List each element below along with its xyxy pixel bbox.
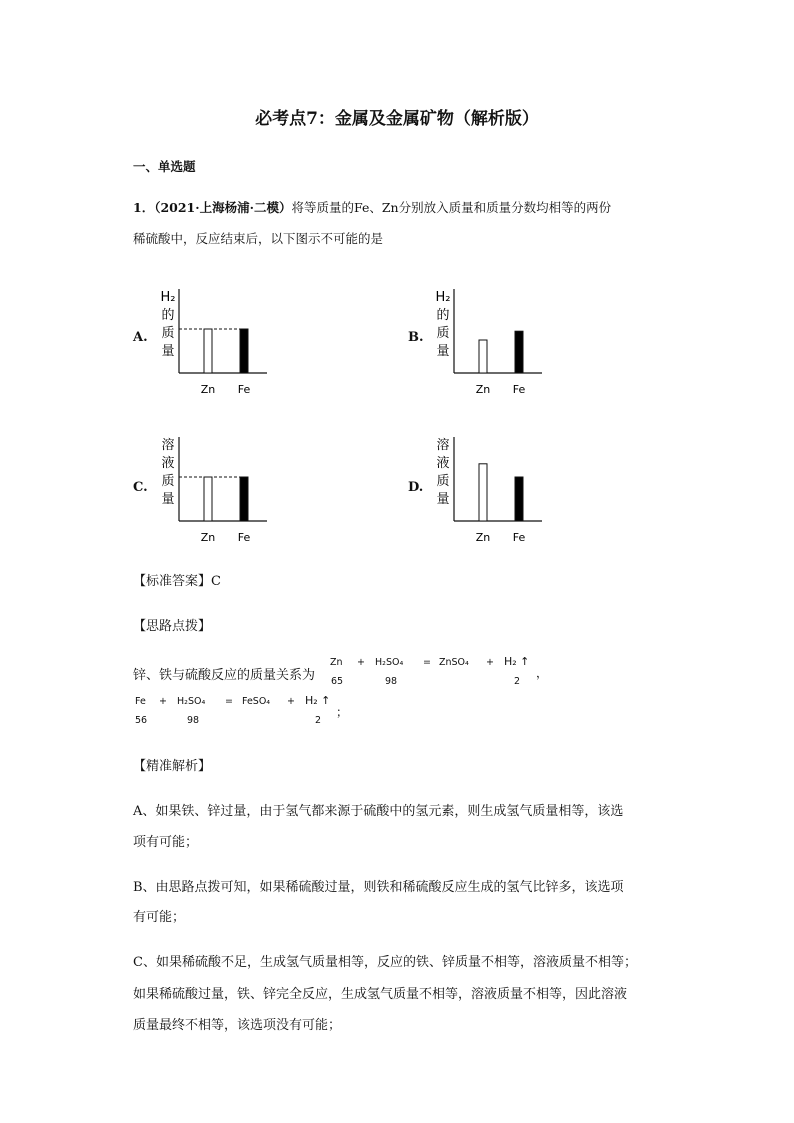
option-letter: A. — [133, 330, 148, 345]
bar-fe — [240, 477, 248, 521]
eq1-plus-1: + — [357, 657, 365, 668]
eq1-mass-h2: 2 — [514, 676, 521, 687]
eq1-equals: = — [423, 657, 431, 668]
y-axis-label-char: 质 — [161, 474, 175, 489]
y-axis-label-char: 量 — [161, 492, 175, 507]
x-tick-label: Zn — [200, 383, 216, 396]
bar-zn — [479, 464, 487, 521]
y-axis-label-char: 溶 — [436, 438, 450, 453]
eq2-feso4: FeSO₄ — [242, 696, 271, 707]
eq2-h2so4: H₂SO₄ — [177, 696, 206, 707]
x-tick-label: Fe — [512, 383, 526, 396]
y-axis-label-char: 量 — [436, 344, 450, 359]
analysis-line: 质量最终不相等，该选项没有可能； — [133, 1018, 342, 1033]
y-axis-label-char: 量 — [161, 344, 175, 359]
answer-line — [133, 570, 221, 589]
option-letter: B. — [408, 330, 424, 345]
eq2-end: ； — [336, 705, 349, 719]
eq2-mass-h2so4: 98 — [187, 715, 200, 726]
eq1-h2: H₂ ↑ — [504, 655, 530, 668]
eq2-equals: = — [225, 696, 233, 707]
relation-intro: 锌、铁与硫酸反应的质量关系为 — [133, 668, 316, 683]
bar-fe — [515, 331, 523, 373]
eq2-h2: H₂ ↑ — [305, 694, 331, 707]
y-axis-label-char: 的 — [436, 308, 450, 323]
x-tick-label: Zn — [475, 383, 491, 396]
x-tick-label: Zn — [200, 531, 216, 544]
analysis-line: 如果稀硫酸过量，铁、锌完全反应，生成氢气质量不相等，溶液质量不相等，因此溶液 — [133, 987, 628, 1002]
analysis-line: C、如果稀硫酸不足，生成氢气质量相等，反应的铁、锌质量不相等，溶液质量不相等； — [133, 955, 637, 970]
y-axis-label-char: 的 — [161, 308, 175, 323]
x-tick-label: Fe — [237, 531, 251, 544]
answer-value: C — [211, 574, 221, 589]
eq1-h2so4: H₂SO₄ — [375, 657, 404, 668]
analysis-line: 有可能； — [133, 910, 186, 925]
y-axis-label-char: 质 — [161, 326, 175, 341]
x-tick-label: Fe — [237, 383, 251, 396]
bar-fe — [240, 329, 248, 373]
section-heading: 一、单选题 — [133, 159, 196, 174]
y-axis-label-char: H₂ — [435, 290, 451, 305]
eq2-plus-2: + — [287, 696, 295, 707]
y-axis-label-char: 液 — [161, 456, 175, 471]
bar-zn — [479, 340, 487, 373]
analysis-line: B、由思路点拨可知，如果稀硫酸过量，则铁和稀硫酸反应生成的氢气比锌多，该选项 — [133, 880, 624, 895]
y-axis-label-char: 量 — [436, 492, 450, 507]
analysis-label: 【精准解析】 — [133, 759, 212, 774]
eq2-fe: Fe — [135, 696, 146, 707]
chart-d — [428, 433, 578, 558]
eq1-plus-2: + — [486, 657, 494, 668]
analysis-line: A、如果铁、锌过量，由于氢气都来源于硫酸中的氢元素，则生成氢气质量相等，该选 — [133, 804, 624, 819]
x-tick-label: Fe — [512, 531, 526, 544]
bar-zn — [204, 329, 212, 373]
question-text-1: 将等质量的Fe、Zn分别放入质量和质量分数均相等的两份 — [291, 200, 612, 215]
bar-zn — [204, 477, 212, 521]
y-axis-label-char: 质 — [436, 326, 450, 341]
eq2-mass-h2: 2 — [315, 715, 322, 726]
x-tick-label: Zn — [475, 531, 491, 544]
option-letter: C. — [133, 480, 148, 495]
question-source: （2021·上海杨浦·二模） — [154, 200, 292, 215]
eq2-plus-1: + — [159, 696, 167, 707]
question-number: 1． — [133, 200, 155, 215]
y-axis-label-char: 液 — [436, 456, 450, 471]
bar-fe — [515, 477, 523, 521]
eq1-znso4: ZnSO₄ — [439, 657, 469, 668]
eq1-mass-zn: 65 — [331, 676, 344, 687]
thinking-label: 【思路点拨】 — [133, 619, 212, 634]
chart-b — [428, 285, 578, 410]
eq2-mass-fe: 56 — [135, 715, 148, 726]
eq1-zn: Zn — [330, 657, 343, 668]
eq1-mass-h2so4: 98 — [385, 676, 398, 687]
option-letter: D. — [408, 480, 424, 495]
y-axis-label-char: 质 — [436, 474, 450, 489]
question-line-1 — [133, 198, 611, 216]
question-line-2: 稀硫酸中，反应结束后，以下图示不可能的是 — [133, 231, 384, 246]
y-axis-label-char: 溶 — [161, 438, 175, 453]
answer-label: 【标准答案】 — [133, 574, 212, 589]
chart-c — [153, 433, 303, 558]
y-axis-label-char: H₂ — [160, 290, 176, 305]
analysis-line: 项有可能； — [133, 835, 199, 850]
page-title: 必考点7：金属及金属矿物（解析版） — [255, 109, 539, 129]
chart-a — [153, 285, 303, 410]
eq1-end: ， — [536, 666, 549, 680]
